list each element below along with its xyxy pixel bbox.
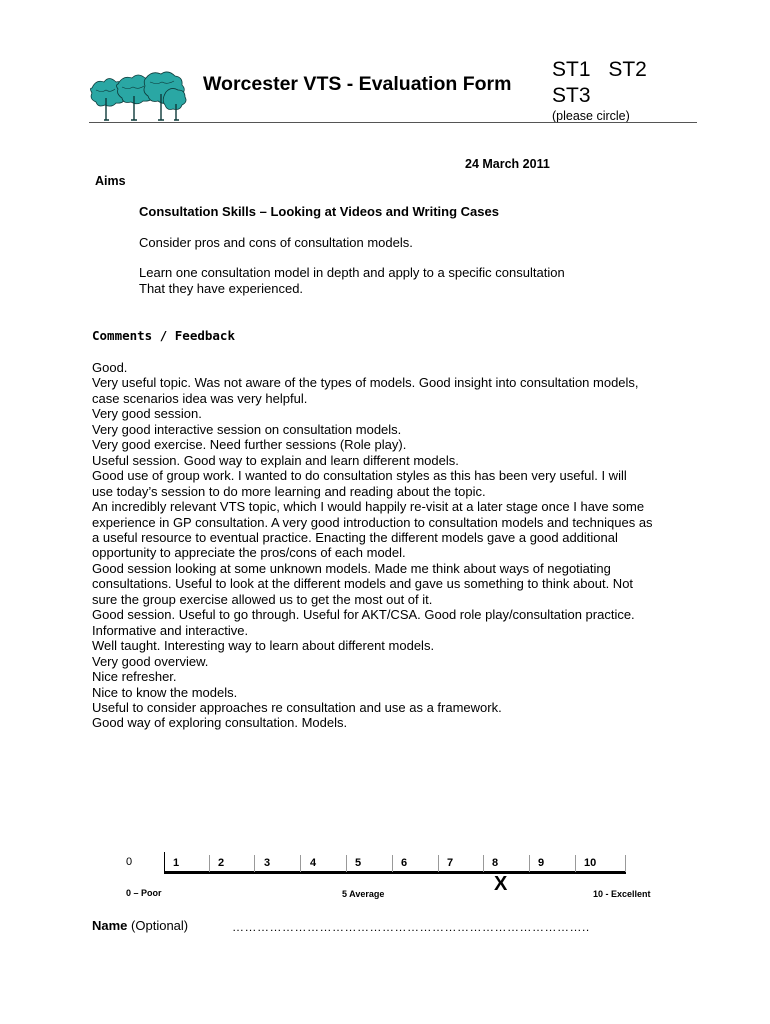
comment-line: Very good overview. [92, 653, 209, 669]
rating-tick [346, 855, 347, 872]
comment-line: Very good session. [92, 406, 202, 422]
comment-line: a useful resource to eventual practice. Enacting the different models gave a good additional [92, 529, 618, 545]
rating-label-excellent: 10 - Excellent [593, 889, 651, 899]
comment-line: Good session. Useful to go through. Useful for AKT/CSA. Good role play/consultation practice. [92, 607, 635, 623]
rating-scale-start-line [164, 852, 165, 872]
rating-option-2[interactable]: 2 [218, 857, 225, 869]
comment-line: consultations. Useful to look at the different models and gave us something to think about. Not [92, 576, 634, 592]
session-date: 24 March 2011 [465, 157, 550, 171]
rating-tick [254, 855, 255, 872]
aim-paragraph-1: Consider pros and cons of consultation models. [139, 235, 413, 250]
rating-option-6[interactable]: 6 [401, 857, 408, 869]
comment-line: use today’s session to do more learning and reading about the topic. [92, 483, 486, 499]
rating-scale-zero: 0 [126, 856, 133, 868]
name-label: Name [92, 918, 128, 933]
rating-option-5[interactable]: 5 [355, 857, 362, 869]
comment-line: Good. [92, 360, 128, 375]
comment-line: Very useful topic. Was not aware of the types of models. Good insight into consultation models, [92, 375, 639, 391]
comment-line: opportunity to appreciate the pros/cons of each model. [92, 545, 406, 561]
rating-option-9[interactable]: 9 [538, 857, 545, 869]
rating-tick [300, 855, 301, 872]
comment-line: experience in GP consultation. A very good introduction to consultation models and techniques as [92, 514, 653, 530]
name-optional-note: (Optional) [131, 918, 189, 933]
please-circle-note: (please circle) [552, 109, 630, 123]
stage-option-st3: ST3 [552, 84, 591, 107]
comment-line: Good session looking at some unknown models. Made me think about ways of negotiating [92, 560, 611, 576]
worcester-vts-tree-logo [88, 68, 190, 124]
rating-selected-mark: X [494, 873, 508, 895]
rating-tick [209, 855, 210, 872]
aim-paragraph-2-line-2: That they have experienced. [139, 281, 304, 296]
comment-line: Nice refresher. [92, 669, 177, 685]
header-rule [89, 122, 697, 123]
rating-tick [438, 855, 439, 872]
comment-line: Well taught. Interesting way to learn about different models. [92, 638, 435, 654]
comment-line: Useful session. Good way to explain and learn different models. [92, 452, 459, 468]
rating-option-1[interactable]: 1 [173, 857, 180, 869]
comment-line: Informative and interactive. [92, 622, 249, 638]
comment-line: Very good exercise. Need further sessions (Role play). [92, 437, 407, 453]
comment-line: Good way of exploring consultation. Models. [92, 715, 348, 731]
comment-line: An incredibly relevant VTS topic, which I would happily re-visit at a later stage once I have some [92, 499, 645, 515]
name-input-line[interactable]: ………………………………………………………………………….. [232, 920, 590, 934]
rating-option-8[interactable]: 8 [492, 857, 499, 869]
rating-tick [529, 855, 530, 872]
comment-line: Good use of group work. I wanted to do consultation styles as this has been very useful. I will [92, 468, 627, 484]
session-topic-heading: Consultation Skills – Looking at Videos and Writing Cases [139, 204, 499, 219]
name-field-label [92, 918, 188, 933]
form-title: Worcester VTS - Evaluation Form [203, 73, 512, 95]
comment-line: case scenarios idea was very helpful. [92, 390, 308, 406]
rating-scale-line [164, 871, 626, 874]
comment-line: Very good interactive session on consultation models. [92, 421, 402, 437]
comment-line: sure the group exercise allowed us to get the most out of it. [92, 591, 433, 607]
stage-options-st1-st2: ST1 ST2 [552, 58, 647, 81]
rating-tick [483, 855, 484, 872]
rating-option-7[interactable]: 7 [447, 857, 454, 869]
rating-tick [575, 855, 576, 872]
rating-label-average: 5 Average [342, 889, 385, 899]
comment-line: Nice to know the models. [92, 684, 238, 700]
comment-line: Useful to consider approaches re consultation and use as a framework. [92, 699, 502, 715]
rating-option-10[interactable]: 10 [584, 857, 597, 869]
rating-option-4[interactable]: 4 [310, 857, 317, 869]
rating-label-poor: 0 – Poor [126, 888, 162, 898]
rating-option-3[interactable]: 3 [264, 857, 271, 869]
comments-block [92, 360, 742, 731]
rating-tick [392, 855, 393, 872]
rating-tick-end [625, 855, 626, 872]
aim-paragraph-2-line-1: Learn one consultation model in depth and apply to a specific consultation [139, 265, 565, 280]
aims-label: Aims [95, 174, 126, 188]
comments-feedback-label: Comments / Feedback [92, 328, 235, 343]
